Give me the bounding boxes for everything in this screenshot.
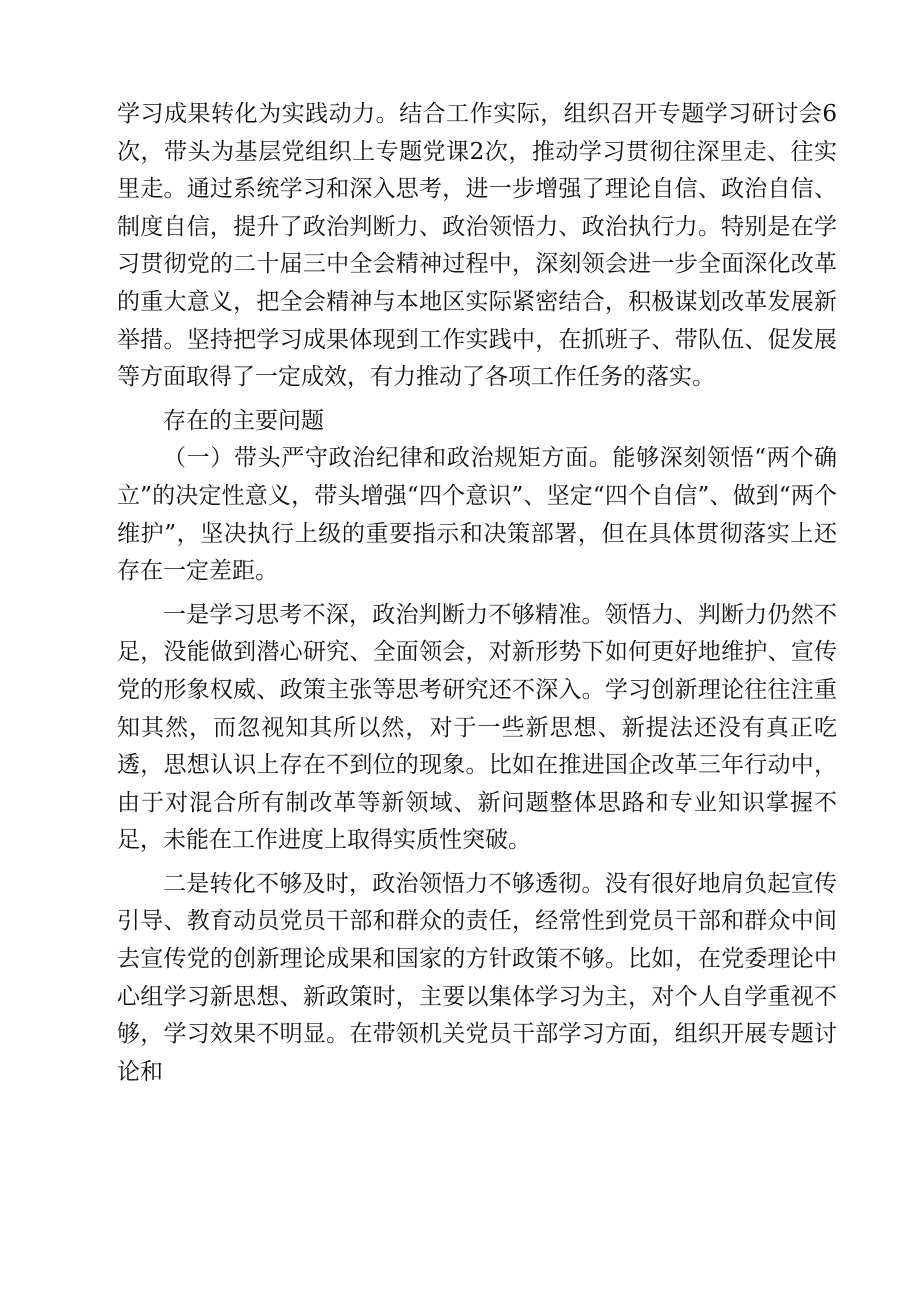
paragraph-point-one-study: 一是学习思考不深，政治判断力不够精准。领悟力、判断力仍然不足，没能做到潜心研究、全面领会，对新形势下如何更好地维护、宣传党的形象权威、政策主张等思考研究还不深入。学习创新理论往往注重知其然，而忽视知其所以然，对于一些新思想、新提法还没有真正吃透，思想认识上存在不到位的现象。比如在推进国企改革三年行动中，由于对混合所有制改革等新领域、新问题整体思路和专业知识掌握不足，未能在工作进度上取得实质性突破。 xyxy=(117,601,837,854)
paragraph-learning-results: 学习成果转化为实践动力。结合工作实际，组织召开专题学习研讨会6次，带头为基层党组织上专题党课2次，推动学习贯彻往深里走、往实里走。通过系统学习和深入思考，进一步增强了理论自信、政治自信、制度自信，提升了政治判断力、政治领悟力、政治执行力。特别是在学习贯彻党的二十届三中全会精神过程中，深刻领会进一步全面深化改革的重大意义，把全会精神与本地区实际紧密结合，积极谋划改革发展新举措。坚持把学习成果体现到工作实践中，在抓班子、带队伍、促发展等方面取得了一定成效，有力推动了各项工作任务的落实。 xyxy=(117,101,837,391)
paragraph-item-one-political-discipline: （一）带头严守政治纪律和政治规矩方面。能够深刻领悟“两个确立”的决定性意义，带头增强“四个意识”、坚定“四个自信”、做到“两个维护”，坚决执行上级的重要指示和决策部署，但在具体贯彻落实上还存在一定差距。 xyxy=(117,445,837,585)
paragraph-point-two-transformation: 二是转化不够及时，政治领悟力不够透彻。没有很好地肩负起宣传引导、教育动员党员干部和群众的责任，经常性到党员干部和群众中间去宣传党的创新理论成果和国家的方针政策不够。比如，在党委理论中心组学习新思想、新政策时，主要以集体学习为主，对个人自学重视不够，学习效果不明显。在带领机关党员干部学习方面，组织开展专题讨论和 xyxy=(117,870,837,1085)
document-body xyxy=(117,96,837,1091)
section-heading-main-problems: 存在的主要问题 xyxy=(163,407,324,434)
